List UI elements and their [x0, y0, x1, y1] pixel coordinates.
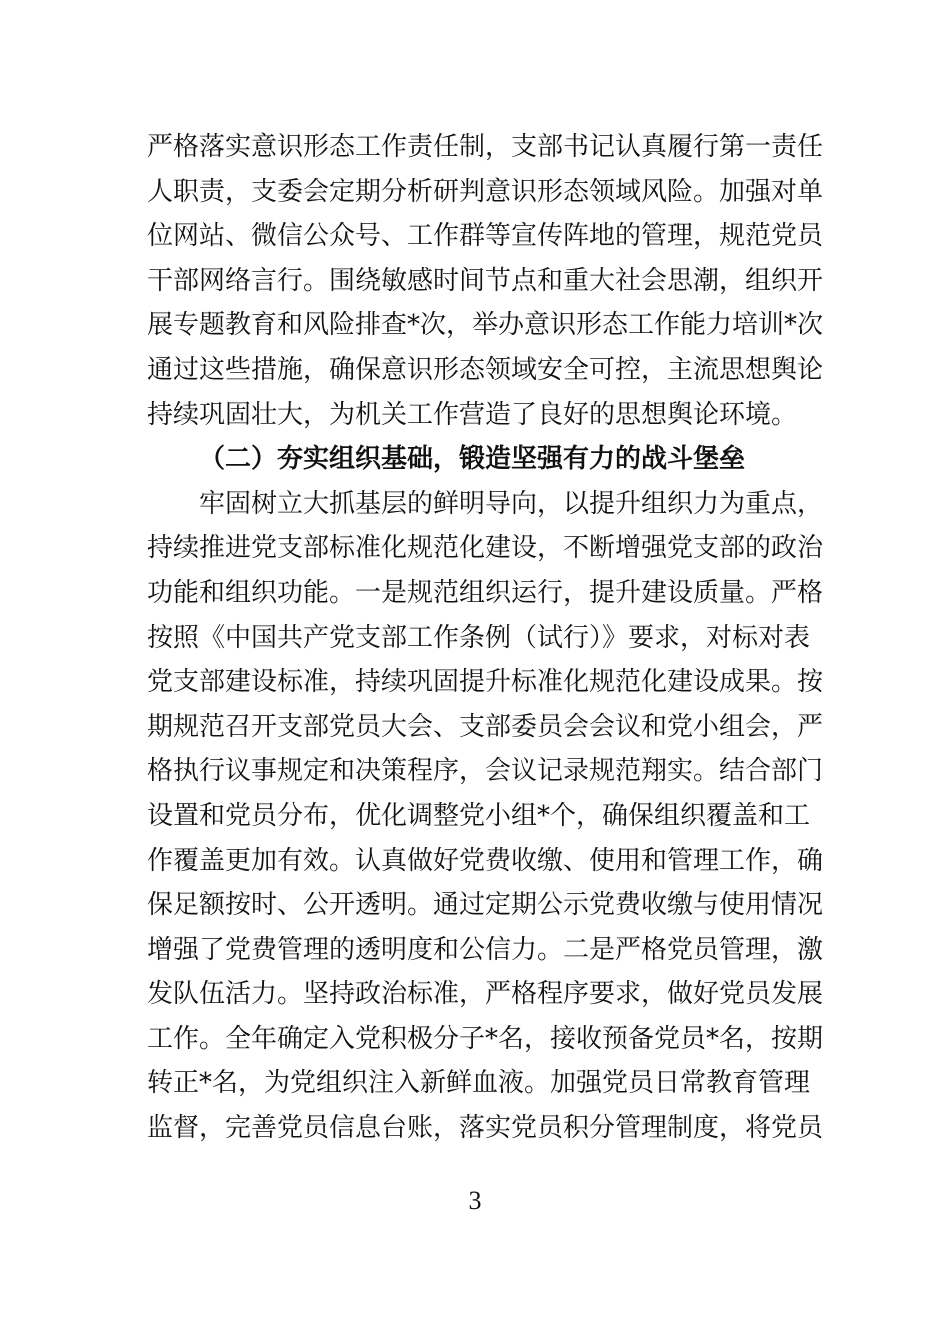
text-line: 期规范召开支部党员大会、支部委员会会议和党小组会，严	[147, 711, 824, 742]
text-line: 持续巩固壮大，为机关工作营造了良好的思想舆论环境。	[147, 399, 798, 430]
text-line: 持续推进党支部标准化规范化建设，不断增强党支部的政治	[147, 533, 824, 564]
text-line: 展专题教育和风险排查*次，举办意识形态工作能力培训*次	[147, 310, 824, 341]
text-line: 按照《中国共产党支部工作条例（试行）》要求，对标对表	[147, 622, 811, 653]
text-line: 通过这些措施，确保意识形态领域安全可控，主流思想舆论	[147, 354, 824, 385]
text-line: 牢固树立大抓基层的鲜明导向，以提升组织力为重点，	[199, 488, 824, 519]
text-line: 人职责，支委会定期分析研判意识形态领域风险。加强对单	[147, 176, 824, 207]
page-number: 3	[468, 1186, 482, 1215]
text-line: 发队伍活力。坚持政治标准，严格程序要求，做好党员发展	[147, 979, 824, 1010]
text-line: 格执行议事规定和决策程序，会议记录规范翔实。结合部门	[147, 756, 824, 787]
text-line: 工作。全年确定入党积极分子*名，接收预备党员*名，按期	[147, 1023, 824, 1054]
text-line: 监督，完善党员信息台账，落实党员积分管理制度，将党员	[147, 1113, 824, 1144]
text-line: 干部网络言行。围绕敏感时间节点和重大社会思潮，组织开	[147, 265, 824, 296]
text-line: 增强了党费管理的透明度和公信力。二是严格党员管理，激	[147, 934, 824, 965]
text-line: 位网站、微信公众号、工作群等宣传阵地的管理，规范党员	[147, 221, 824, 252]
text-line: 严格落实意识形态工作责任制，支部书记认真履行第一责任	[147, 132, 824, 162]
section-heading: （二）夯实组织基础，锻造坚强有力的战斗堡垒	[199, 444, 746, 475]
text-line: 作覆盖更加有效。认真做好党费收缴、使用和管理工作，确	[147, 845, 824, 876]
text-line: 转正*名，为党组织注入新鲜血液。加强党员日常教育管理	[147, 1068, 811, 1099]
text-line: 设置和党员分布，优化调整党小组*个，确保组织覆盖和工	[147, 800, 811, 831]
text-line: 保足额按时、公开透明。通过定期公示党费收缴与使用情况	[147, 890, 824, 921]
text-line: 功能和组织功能。一是规范组织运行，提升建设质量。严格	[147, 577, 824, 608]
text-line: 党支部建设标准，持续巩固提升标准化规范化建设成果。按	[147, 667, 824, 698]
body-text	[147, 125, 824, 1151]
